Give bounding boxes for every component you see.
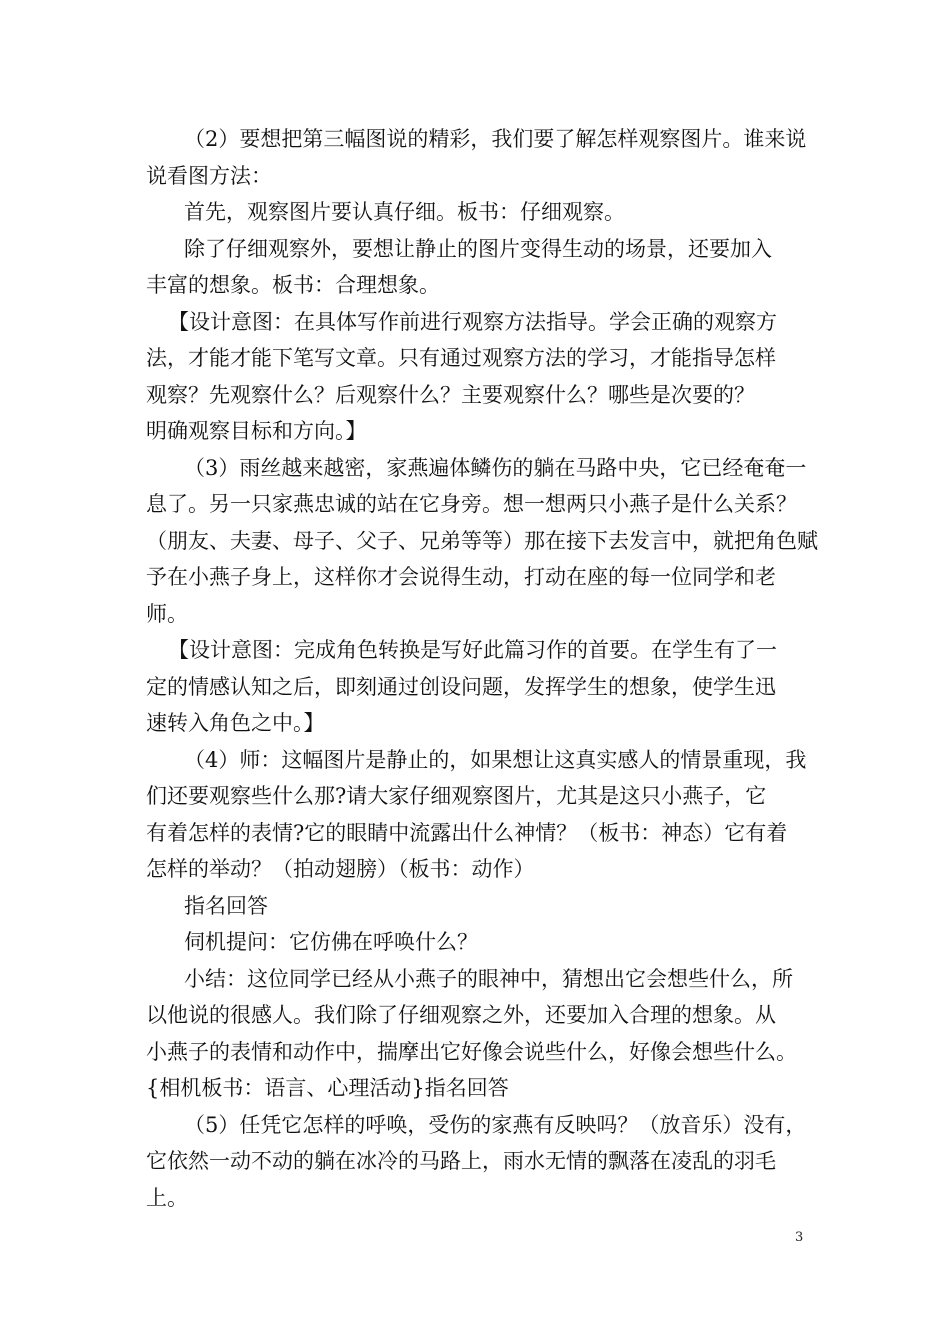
- text-line: 们还要观察些什么那?请大家仔细观察图片，尤其是这只小燕子，它: [146, 784, 767, 808]
- text-line: 息了。另一只家燕忠诚的站在它身旁。想一想两只小燕子是什么关系？: [146, 492, 797, 516]
- text-line: （5）任凭它怎样的呼唤，受伤的家燕有反映吗？（放音乐）没有，: [184, 1112, 807, 1137]
- text-line: 怎样的举动？（拍动翅膀）（板书：动作）: [146, 857, 535, 881]
- design-intent-line: 速转入角色之中。】: [146, 711, 325, 735]
- text-line: 师。: [146, 601, 188, 626]
- design-intent-line: 明确观察目标和方向。】: [146, 419, 367, 443]
- text-line: 除了仔细观察外，要想让静止的图片变得生动的场景，还要加入: [184, 236, 772, 261]
- design-intent-line: 【设计意图：完成角色转换是写好此篇习作的首要。在学生有了一: [168, 638, 777, 662]
- text-line: （4）师：这幅图片是静止的，如果想让这真实感人的情景重现，我: [184, 747, 807, 772]
- text-line: 上。: [146, 1185, 188, 1210]
- text-line: 小燕子的表情和动作中，揣摩出它好像会说些什么，好像会想些什么。: [146, 1039, 797, 1064]
- text-line: 它依然一动不动的躺在冰冷的马路上，雨水无情的飘落在凌乱的羽毛: [146, 1149, 776, 1173]
- text-line: 有着怎样的表情?它的眼睛中流露出什么神情？（板书：神态）它有着: [146, 820, 788, 845]
- paragraph: [146, 121, 818, 1216]
- text-line: 予在小燕子身上，这样你才会说得生动，打动在座的每一位同学和老: [146, 565, 776, 589]
- text-line: 小结：这位同学已经从小燕子的眼神中，猜想出它会想些什么，所: [184, 966, 793, 991]
- design-intent-line: 观察？先观察什么？后观察什么？主要观察什么？哪些是次要的？: [146, 382, 755, 407]
- text-line: 说看图方法：: [146, 163, 272, 188]
- text-line: 丰富的想象。板书：合理想象。: [146, 273, 440, 297]
- design-intent-line: 法，才能才能下笔写文章。只有通过观察方法的学习，才能指导怎样: [146, 346, 776, 370]
- page-number: 3: [795, 1230, 804, 1245]
- text-line: {相机板书：语言、心理活动}指名回答: [146, 1076, 509, 1100]
- document-body: [146, 121, 818, 1216]
- text-line: （朋友、夫妻、母子、父子、兄弟等等）那在接下去发言中，就把角色赋: [146, 528, 818, 553]
- text-line: （2）要想把第三幅图说的精彩，我们要了解怎样观察图片。谁来说: [184, 127, 807, 151]
- text-line: 以他说的很感人。我们除了仔细观察之外，还要加入合理的想象。从: [146, 1003, 776, 1027]
- text-line: 指名回答: [184, 893, 268, 918]
- design-intent-line: 【设计意图：在具体写作前进行观察方法指导。学会正确的观察方: [168, 309, 777, 334]
- text-line: 首先，观察图片要认真仔细。板书：仔细观察。: [184, 200, 625, 224]
- design-intent-line: 定的情感认知之后，即刻通过创设问题，发挥学生的想象，使学生迅: [146, 674, 776, 699]
- text-line: 伺机提问：它仿佛在呼唤什么？: [184, 930, 478, 954]
- text-line: （3）雨丝越来越密，家燕遍体鳞伤的躺在马路中央，它已经奄奄一: [184, 455, 807, 480]
